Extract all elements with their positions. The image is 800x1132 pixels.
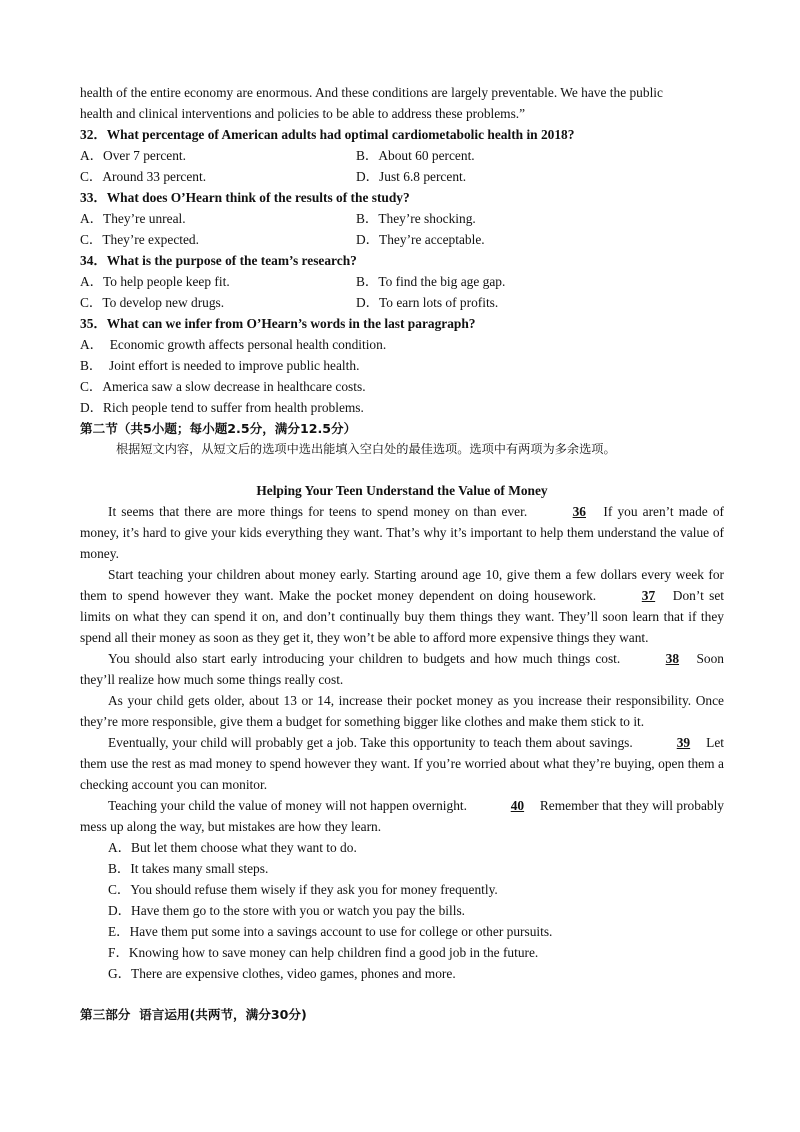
choice-f: F．Knowing how to save money can help children find a good job in the future. [108, 945, 539, 960]
option-b: B． Joint effort is needed to improve public health. [80, 358, 360, 373]
intro-line-1: health of the entire economy are enormous. And these conditions are largely preventable. We have the public [80, 85, 663, 100]
option-b: B．To find the big age gap. [356, 274, 506, 289]
question-34-options-row-2 [80, 292, 724, 313]
option-a: A． Economic growth affects personal health condition. [80, 337, 387, 352]
choice-d: D．Have them go to the store with you or watch you pay the bills. [108, 903, 466, 918]
choice-b: B．It takes many small steps. [108, 861, 269, 876]
question-35-stem: 35．What can we infer from O’Hearn’s words in the last paragraph? [80, 316, 476, 331]
passage-paragraph-4: As your child gets older, about 13 or 14, increase their pocket money as you increase their responsibility. Once they’re more responsible, give them a budget for something bigger like clothes and make them stick to it. [80, 693, 724, 729]
blank-38: 38 [665, 651, 680, 666]
option-d: D．To earn lots of profits. [356, 295, 499, 310]
paragraph-text: Remember that they will probably mess up along the way, but mistakes are how they learn. [80, 798, 724, 834]
part-3-heading: 第三部分 语言运用(共两节，满分30分) [80, 1007, 307, 1022]
paragraph-text: Start teaching your children about money early. Starting around age 10, give them a few dollars every week for them to spend however they want. Make the pocket money dependent on doing housework. [80, 567, 724, 603]
option-a: A．To help people keep fit. [80, 274, 230, 289]
paragraph-text: Eventually, your child will probably get a job. Take this opportunity to teach them about savings. [108, 735, 637, 750]
option-a: A．Over 7 percent. [80, 148, 186, 163]
question-33-options-row-1 [80, 208, 724, 229]
passage-paragraph-6 [80, 795, 724, 837]
option-b: B．About 60 percent. [356, 148, 475, 163]
paragraph-text: It seems that there are more things for teens to spend money on than ever. [108, 504, 533, 519]
option-d: D．They’re acceptable. [356, 232, 485, 247]
paragraph-text: Soon they’ll realize how much some things really cost. [80, 651, 724, 687]
section-2-instruction: 根据短文内容，从短文后的选项中选出能填入空白处的最佳选项。选项中有两项为多余选项。 [116, 442, 616, 456]
blank-40: 40 [510, 798, 525, 813]
blank-37: 37 [641, 588, 656, 603]
passage-paragraph-3 [80, 648, 724, 690]
question-34-options-row-1 [80, 271, 724, 292]
option-c: C．Around 33 percent. [80, 169, 207, 184]
choice-c: C．You should refuse them wisely if they ask you for money frequently. [108, 882, 498, 897]
paragraph-text: If you aren’t made of money, it’s hard to give your kids everything they want. That’s why it’s important to help them understand the value of money. [80, 504, 724, 561]
choice-g: G．There are expensive clothes, video games, phones and more. [108, 966, 456, 981]
option-d: D．Rich people tend to suffer from health problems. [80, 400, 364, 415]
paragraph-text: You should also start early introducing your children to budgets and how much things cost. [108, 651, 626, 666]
choice-e: E．Have them put some into a savings account to use for college or other pursuits. [108, 924, 553, 939]
intro-line-2: health and clinical interventions and policies to be able to address these problems.” [80, 106, 526, 121]
option-c: C．America saw a slow decrease in healthcare costs. [80, 379, 366, 394]
blank-39: 39 [676, 735, 691, 750]
exam-page [80, 82, 724, 1025]
question-33-stem: 33．What does O’Hearn think of the results of the study? [80, 190, 410, 205]
passage-paragraph-1 [80, 501, 724, 564]
question-33-options-row-2 [80, 229, 724, 250]
passage-title: Helping Your Teen Understand the Value of Money [256, 483, 548, 498]
option-b: B．They’re shocking. [356, 211, 476, 226]
question-32-options-row-2 [80, 166, 724, 187]
passage-paragraph-5 [80, 732, 724, 795]
question-34-stem: 34．What is the purpose of the team’s research? [80, 253, 357, 268]
option-a: A．They’re unreal. [80, 211, 186, 226]
choice-a: A．But let them choose what they want to do. [108, 840, 357, 855]
option-d: D．Just 6.8 percent. [356, 169, 467, 184]
question-32-options-row-1 [80, 145, 724, 166]
section-2-heading: 第二节（共5小题；每小题2.5分，满分12.5分） [80, 421, 357, 436]
paragraph-text: Don’t set limits on what they can spend it on, and don’t continually buy them things they want. They’ll soon learn that if they spend all their money as soon as they get it, they won’t be able to afford more expensive things they want. [80, 588, 724, 645]
question-32-stem: 32．What percentage of American adults had optimal cardiometabolic health in 2018? [80, 127, 575, 142]
option-c: C．They’re expected. [80, 232, 199, 247]
option-c: C．To develop new drugs. [80, 295, 225, 310]
paragraph-text: Teaching your child the value of money will not happen overnight. [108, 798, 471, 813]
blank-36: 36 [572, 504, 586, 519]
passage-paragraph-2 [80, 564, 724, 648]
paragraph-text: Let them use the rest as mad money to spend however they want. If you’re worried about what they’re buying, open them a checking account you can monitor. [80, 735, 724, 792]
